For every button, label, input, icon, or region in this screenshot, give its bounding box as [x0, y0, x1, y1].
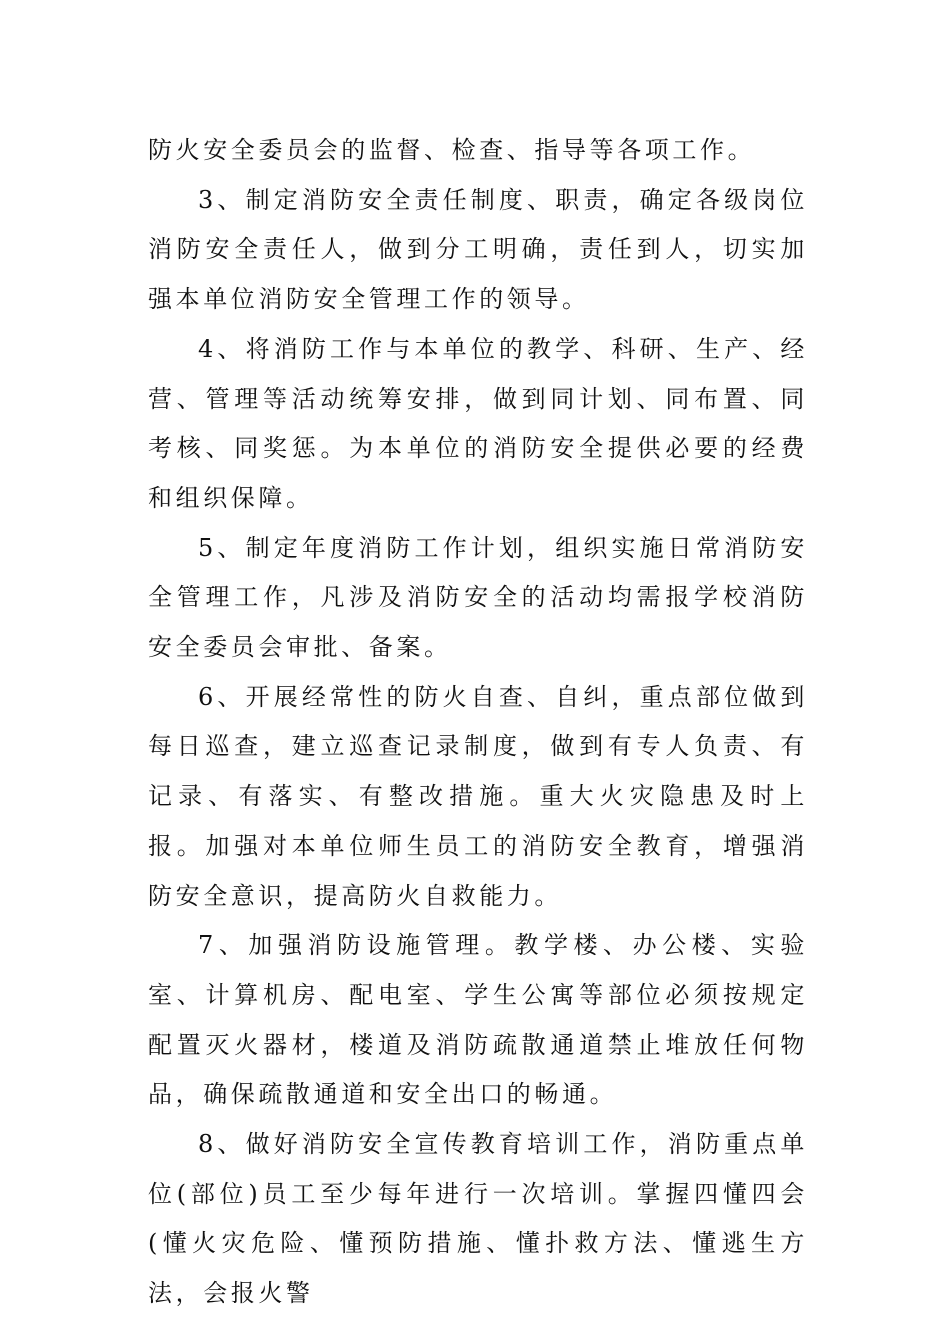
paragraph-item-3: 3、制定消防安全责任制度、职责，确定各级岗位消防安全责任人，做到分工明确，责任到人，切实加强本单位消防安全管理工作的领导。	[148, 185, 808, 314]
paragraph-continuation: 防火安全委员会的监督、检查、指导等各项工作。	[148, 136, 756, 164]
paragraph-item-4: 4、将消防工作与本单位的教学、科研、生产、经营、管理等活动统筹安排，做到同计划、同布置、同考核、同奖惩。为本单位的消防安全提供必要的经费和组织保障。	[148, 334, 808, 512]
paragraph-item-6: 6、开展经常性的防火自查、自纠，重点部位做到每日巡查，建立巡查记录制度，做到有专人负责、有记录、有落实、有整改措施。重大火灾隐患及时上报。加强对本单位师生员工的消防安全教育，增强消防安全意识，提高防火自救能力。	[148, 682, 808, 910]
document-body	[148, 126, 808, 1319]
paragraph-item-8: 8、做好消防安全宣传教育培训工作，消防重点单位(部位)员工至少每年进行一次培训。掌握四懂四会(懂火灾危险、懂预防措施、懂扑救方法、懂逃生方法，会报火警	[148, 1130, 808, 1308]
paragraph-item-7: 7、加强消防设施管理。教学楼、办公楼、实验室、计算机房、配电室、学生公寓等部位必须按规定配置灭火器材，楼道及消防疏散通道禁止堆放任何物品，确保疏散通道和安全出口的畅通。	[148, 931, 808, 1109]
paragraph-item-5: 5、制定年度消防工作计划，组织实施日常消防安全管理工作，凡涉及消防安全的活动均需报学校消防安全委员会审批、备案。	[148, 533, 808, 662]
